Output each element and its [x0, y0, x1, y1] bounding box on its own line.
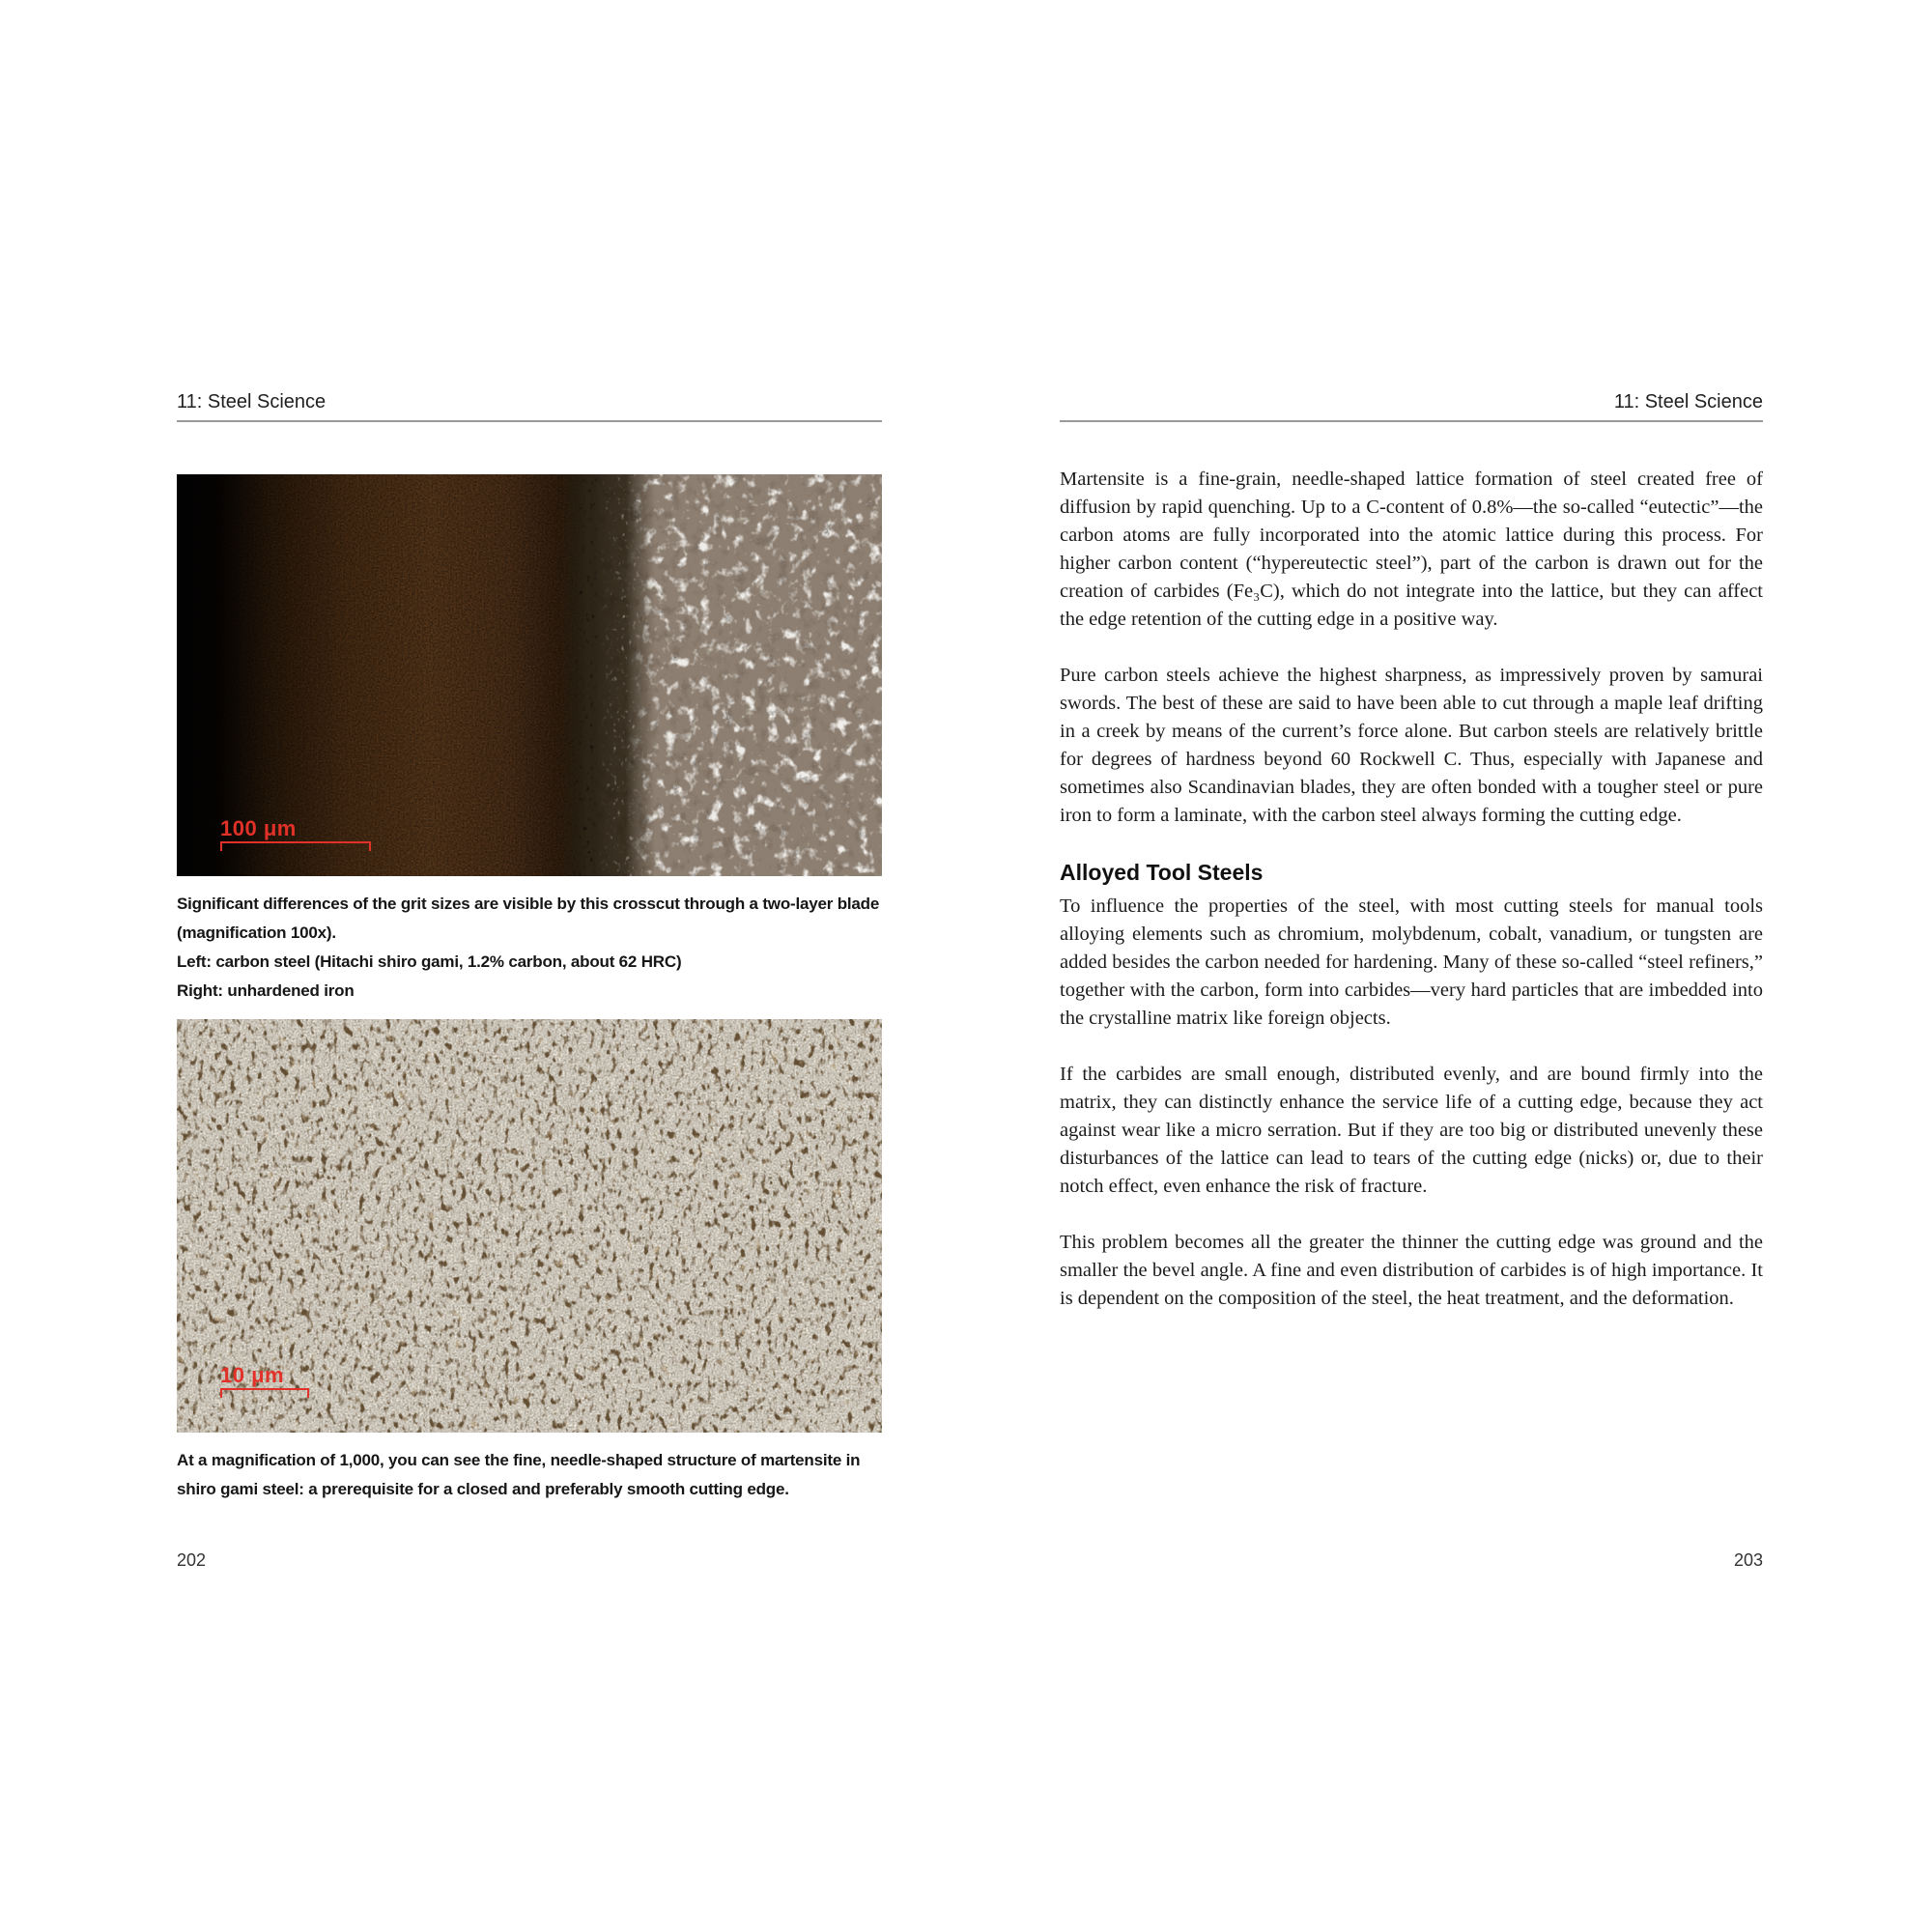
page-left	[177, 390, 882, 1607]
section-heading-alloyed-tool-steels: Alloyed Tool Steels	[1060, 860, 1264, 885]
figure2-caption-text: At a magnification of 1,000, you can see the fine, needle-shaped structure of martensite in shiro gami steel: a prerequisite for a closed and preferably smooth cutting edge.	[177, 1451, 861, 1498]
paragraph-alloying-elements: To influence the properties of the steel, with most cutting steels for manual tools alloying elements such as chromium, molybdenum, cobalt, vanadium, or tungsten are added besides the carbon needed for hardening. Many of these so-called “steel refiners,” together with the carbon, form into carbides—very hard particles that are imbedded into the crystalline matrix like foreign objects.	[1060, 895, 1763, 1029]
paragraph-carbon-steels: Pure carbon steels achieve the highest sharpness, as impressively proven by samurai swords. The best of these are said to have been able to cut through a maple leaf drifting in a creek by means of the current’s force alone. But carbon steels are relatively brittle for degrees of hardness beyond 60 Rockwell C. Thus, especially with Japanese and sometimes also Scandinavian blades, they are often bonded with a tougher steel or pure iron to form a laminate, with the carbon steel always forming the cutting edge.	[1060, 665, 1763, 826]
figure1-caption	[177, 890, 882, 1006]
figure2-caption	[177, 1446, 882, 1504]
micrograph-martensite-figure	[177, 1019, 882, 1433]
running-header-right: 11: Steel Science	[1613, 391, 1763, 412]
page-number-202: 202	[177, 1550, 207, 1570]
paragraph-carbides: If the carbides are small enough, distributed evenly, and are bound firmly into the matrix, they can distinctly enhance the service life of a cutting edge, because they act against wear like a micro serration. But if they are too big or distributed unevenly these disturbances of the lattice can lead to tears of the cutting edge (nicks) or, due to their notch effect, even enhance the risk of fracture.	[1060, 1064, 1763, 1197]
running-header-left: 11: Steel Science	[177, 391, 327, 412]
page-number-203: 203	[1733, 1550, 1763, 1570]
figure1-caption-text: Significant differences of the grit sizes are visible by this crosscut through a two-layer blade (magnification 100x).	[177, 895, 880, 942]
header-rule-left	[177, 420, 882, 422]
body-text-column	[1060, 466, 1763, 1313]
page-right	[1060, 390, 1763, 1607]
figure1-caption-right: Right: unhardened iron	[177, 981, 355, 1000]
micrograph-crosscut-figure	[177, 474, 882, 876]
scale-bar-icon	[220, 841, 371, 851]
paragraph-bevel-angle: This problem becomes all the greater the thinner the cutting edge was ground and the smaller the bevel angle. A fine and even distribution of carbides is of high importance. It is dependent on the composition of the steel, the heat treatment, and the deformation.	[1060, 1232, 1763, 1309]
paragraph-martensite: Martensite is a fine-grain, needle-shaped lattice formation of steel created free of diffusion by rapid quenching. Up to a C-content of 0.8%—the so-called “eutectic”—the carbon atoms are fully incorporated into the atomic lattice during this process. For higher carbon content (“hypereutectic steel”), part of the carbon is drawn out for the creation of carbides (Fe₃C), which do not integrate into the lattice, but they can affect the edge retention of the cutting edge in a positive way.	[1060, 469, 1763, 630]
figure1-caption-left: Left: carbon steel (Hitachi shiro gami, 1.2% carbon, about 62 HRC)	[177, 952, 682, 971]
scale-label-100um: 100 μm	[220, 816, 297, 840]
scale-label-10um: 10 μm	[220, 1363, 285, 1387]
header-rule-right	[1060, 420, 1763, 422]
scale-bar-icon	[220, 1388, 309, 1398]
